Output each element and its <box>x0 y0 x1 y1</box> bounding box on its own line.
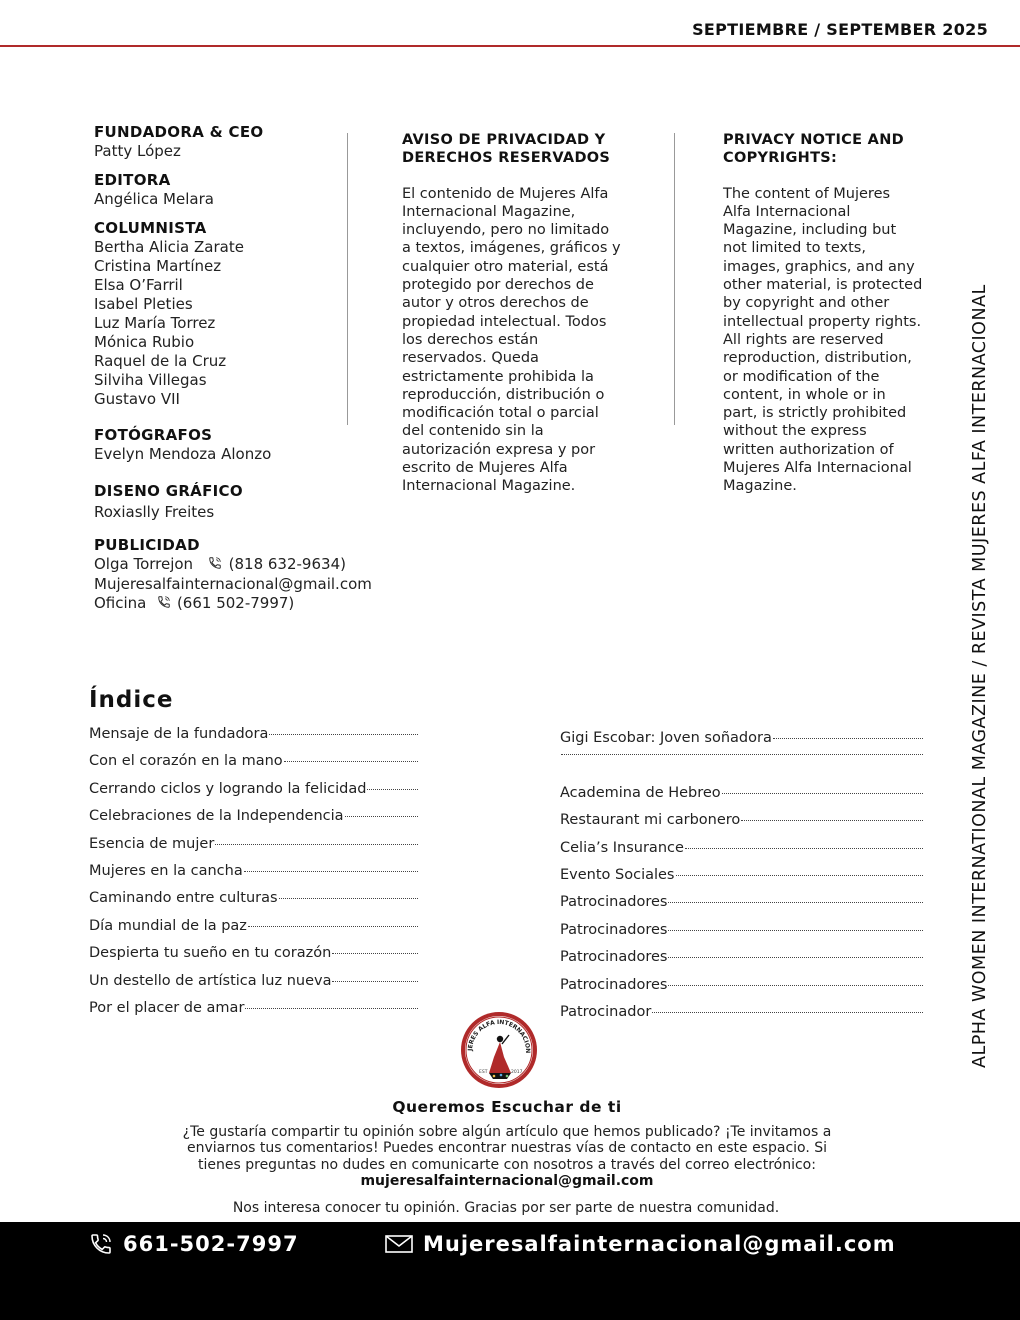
toc-entry-label: Un destello de artística luz nueva <box>89 972 332 989</box>
designer-name: Roxiaslly Freites <box>94 503 215 521</box>
footer-phone[interactable] <box>89 1232 299 1256</box>
toc-entry[interactable] <box>89 973 418 1000</box>
toc-entry-label: Academina de Hebreo <box>560 784 721 801</box>
privacy-title-es: AVISO DE PRIVACIDAD Y DERECHOS RESERVADOS <box>402 132 611 167</box>
issue-date: SEPTIEMBRE / SEPTEMBER 2025 <box>692 20 988 39</box>
toc-entry-label: Patrocinador <box>560 1003 652 1020</box>
columnist-name: Mónica Rubio <box>94 333 195 351</box>
toc-leader <box>248 926 418 927</box>
toc-leader <box>332 981 418 982</box>
toc-entry-label: Patrocinadores <box>560 976 668 993</box>
editor-role: EDITORA <box>94 171 171 189</box>
columnist-name: Silviha Villegas <box>94 371 207 389</box>
toc-entry[interactable] <box>560 757 923 784</box>
toc-entry-label: Mensaje de la fundadora <box>89 726 269 742</box>
footer-email[interactable] <box>385 1232 896 1256</box>
toc-entry[interactable] <box>560 949 923 976</box>
contact-title: Queremos Escuchar de ti <box>392 1098 622 1116</box>
toc-left <box>89 726 418 1027</box>
toc-leader <box>668 985 923 986</box>
design-role: DISENO GRÁFICO <box>94 482 243 500</box>
header-rule <box>0 45 1020 47</box>
toc-right <box>560 730 923 1031</box>
toc-leader <box>269 734 418 735</box>
toc-leader <box>561 754 923 755</box>
toc-leader <box>345 816 418 817</box>
toc-leader <box>215 844 418 845</box>
toc-entry-label: Día mundial de la paz <box>89 917 247 934</box>
toc-entry[interactable] <box>89 945 418 972</box>
toc-entry[interactable] <box>89 863 418 890</box>
contact-email[interactable]: mujeresalfainternacional@gmail.com <box>360 1172 654 1189</box>
phone-icon <box>208 556 222 575</box>
toc-leader <box>741 820 923 821</box>
index-title: Índice <box>89 687 174 713</box>
founder-role: FUNDADORA & CEO <box>94 123 264 141</box>
toc-entry[interactable] <box>560 977 923 1004</box>
toc-leader <box>668 930 923 931</box>
advertising-role: PUBLICIDAD <box>94 536 200 554</box>
footer-bar <box>0 1222 1020 1320</box>
advertising-contact-name: Olga Torrejon <box>94 555 194 573</box>
toc-leader <box>773 738 923 739</box>
advertising-email[interactable]: Mujeresalfainternacional@gmail.com <box>94 575 372 593</box>
side-magazine-title: ALPHA WOMEN INTERNATIONAL MAGAZINE / REVISTA MUJERES ALFA INTERNACIONAL <box>970 284 990 1068</box>
phone-icon <box>89 1232 113 1256</box>
footer-email-text: Mujeresalfainternacional@gmail.com <box>423 1232 896 1256</box>
office-label: Oficina <box>94 594 147 612</box>
contact-body <box>180 1124 834 1189</box>
toc-entry-label: Evento Sociales <box>560 866 675 883</box>
toc-entry[interactable] <box>560 894 923 921</box>
toc-leader <box>279 898 418 899</box>
toc-leader <box>244 871 418 872</box>
toc-entry[interactable] <box>89 808 418 835</box>
columnist-name: Cristina Martínez <box>94 257 222 275</box>
toc-entry-label: Celia’s Insurance <box>560 839 684 856</box>
columnists-block <box>94 219 424 409</box>
privacy-text-es: El contenido de Mujeres Alfa Internacional Magazine, incluyendo, pero no limitado a textos, imágenes, gráficos y cualquier otro material, está protegido por derechos de autor y otros derechos de propiedad intelectual. Todos los derechos están reservados. Queda estrictamente prohibida la reproducción, distribución o modificación total o parcial del contenido sin la autorización expresa y por escrito de Mujeres Alfa Internacional Magazine. <box>402 185 621 495</box>
privacy-notice-es <box>402 131 657 496</box>
founder-name: Patty López <box>94 142 181 160</box>
toc-entry-label: Despierta tu sueño en tu corazón <box>89 945 332 962</box>
toc-leader <box>332 953 418 954</box>
founder-block <box>94 123 424 161</box>
toc-entry-label: Con el corazón en la mano <box>89 753 283 770</box>
toc-leader <box>245 1008 418 1009</box>
privacy-text-en: The content of Mujeres Alfa Internacional Magazine, including but not limited to texts, images, graphics, and any other material, is protected by copyright and other intellectual property rights. All rights are reserved reproduction, distribution, or modification of the content, in whole or in part, is strictly prohibited without the express written authorization of Mujeres Alfa Internacional Magazine. <box>723 185 923 495</box>
toc-entry[interactable] <box>560 812 923 839</box>
editor-block <box>94 171 424 209</box>
contact-body-text: ¿Te gustaría compartir tu opinión sobre algún artículo que hemos publicado? ¡Te invitamos a enviarnos tus comentarios! Puedes encontrar nuestras vías de contacto en este espacio. Si tienes preguntas no dudes en comunicarte con nosotros a través del correo electrónico: <box>182 1124 832 1173</box>
toc-entry-label: Esencia de mujer <box>89 835 215 852</box>
photographer-name: Evelyn Mendoza Alonzo <box>94 445 272 463</box>
toc-leader <box>668 957 923 958</box>
phone-icon <box>157 595 171 614</box>
toc-leader <box>284 761 418 762</box>
advertising-contact <box>94 555 424 575</box>
design-block <box>94 482 424 522</box>
toc-leader <box>367 789 418 790</box>
toc-entry[interactable] <box>560 867 923 894</box>
column-divider <box>674 133 675 425</box>
toc-entry[interactable] <box>89 753 418 780</box>
toc-leader <box>668 902 923 903</box>
photographers-role: FOTÓGRAFOS <box>94 426 213 444</box>
columnist-name: Raquel de la Cruz <box>94 352 227 370</box>
logo-text: JERES ALFA INTERNACION <box>466 1018 532 1054</box>
columnist-name: Isabel Pleties <box>94 295 193 313</box>
toc-entry[interactable] <box>560 840 923 867</box>
editor-name: Angélica Melara <box>94 190 214 208</box>
toc-entry-label: Gigi Escobar: Joven soñadora <box>560 730 772 746</box>
toc-entry-label: Patrocinadores <box>560 894 668 911</box>
toc-entry-label: Celebraciones de la Independencia <box>89 808 344 825</box>
toc-leader <box>722 793 923 794</box>
toc-entry-label: Cerrando ciclos y logrando la felicidad <box>89 780 367 797</box>
toc-entry[interactable] <box>89 836 418 863</box>
columnist-name: Gustavo VII <box>94 390 180 408</box>
logo-est: EST <box>479 1070 488 1075</box>
office-phone[interactable]: (661 502-7997) <box>176 594 295 612</box>
toc-entry[interactable] <box>560 730 923 757</box>
office-line <box>94 594 424 614</box>
toc-leader <box>676 875 924 876</box>
toc-leader <box>652 1012 923 1013</box>
toc-entry[interactable] <box>89 726 418 753</box>
toc-entry-label: Por el placer de amar <box>89 999 245 1016</box>
mail-icon <box>385 1234 413 1254</box>
toc-entry[interactable] <box>89 1000 418 1027</box>
advertising-contact-phone[interactable]: (818 632-9634) <box>228 555 346 573</box>
columnist-name: Bertha Alicia Zarate <box>94 238 244 256</box>
privacy-title-en: PRIVACY NOTICE AND COPYRIGHTS: <box>723 132 904 167</box>
columnist-name: Elsa O’Farril <box>94 276 183 294</box>
columnist-name: Luz María Torrez <box>94 314 216 332</box>
toc-entry[interactable] <box>89 890 418 917</box>
logo-year: 2017 <box>511 1070 523 1075</box>
footer-phone-text: 661-502-7997 <box>123 1232 299 1256</box>
toc-entry-label: Patrocinadores <box>560 949 668 966</box>
toc-entry-label: Patrocinadores <box>560 921 668 938</box>
privacy-notice-en <box>723 131 963 496</box>
columnists-role: COLUMNISTA <box>94 219 207 237</box>
toc-entry-label: Caminando entre culturas <box>89 890 278 907</box>
staff-credits <box>94 123 424 624</box>
toc-entry[interactable] <box>560 1004 923 1031</box>
toc-entry[interactable] <box>560 785 923 812</box>
toc-entry-label: Mujeres en la cancha <box>89 862 243 879</box>
toc-entry[interactable] <box>89 781 418 808</box>
toc-entry[interactable] <box>89 918 418 945</box>
toc-leader <box>685 848 923 849</box>
photographers-block <box>94 426 424 464</box>
column-divider <box>347 133 348 425</box>
contact-thanks: Nos interesa conocer tu opinión. Gracias por ser parte de nuestra comunidad. <box>232 1200 780 1216</box>
toc-entry[interactable] <box>560 922 923 949</box>
toc-entry-label: Restaurant mi carbonero <box>560 812 741 829</box>
brand-logo <box>459 1011 539 1089</box>
advertising-block <box>94 536 424 614</box>
